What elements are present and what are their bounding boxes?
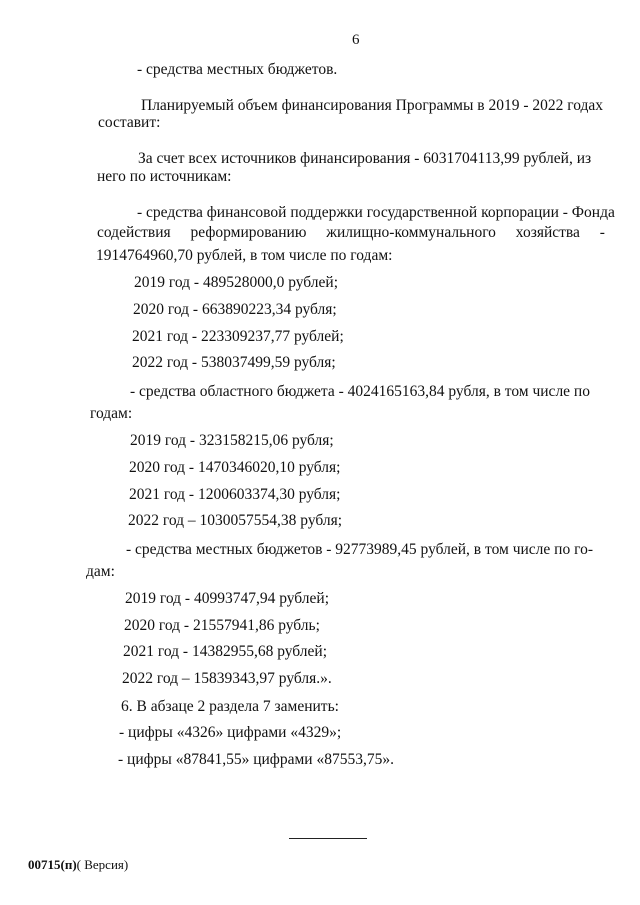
word: реформированию — [190, 224, 307, 241]
footer-divider — [289, 838, 367, 839]
text-line: - средства областного бюджета - 4024165163,84 рубля, в том числе по — [130, 383, 590, 400]
text-line: - средства местных бюджетов. — [137, 61, 338, 78]
text-line: 2021 год - 223309237,77 рублей; — [132, 328, 344, 345]
text-line: - цифры «87841,55» цифрами «87553,75». — [118, 751, 394, 768]
text-line: 2021 год - 1200603374,30 рубля; — [129, 486, 341, 503]
text-line: 2020 год - 21557941,86 рубль; — [124, 617, 320, 634]
text-line: За счет всех источников финансирования - 6031704113,99 рублей, из — [138, 150, 592, 167]
text-line: 6. В абзаце 2 раздела 7 заменить: — [121, 698, 339, 715]
text-line: - средства финансовой поддержки государственной корпорации - Фонда — [137, 204, 615, 221]
text-line: 1914764960,70 рублей, в том числе по годам: — [96, 247, 393, 264]
text-line: 2019 год - 323158215,06 рубля; — [130, 432, 334, 449]
word: жилищно-коммунального — [326, 224, 496, 241]
version-label: ( Версия) — [76, 857, 129, 872]
text-line: 2021 год - 14382955,68 рублей; — [123, 643, 328, 660]
text-line: 2022 год – 1030057554,38 рубля; — [128, 512, 343, 529]
text-line: 2020 год - 1470346020,10 рубля; — [129, 459, 341, 476]
text-line: 2019 год - 40993747,94 рублей; — [125, 590, 330, 607]
page-number: 6 — [352, 32, 360, 48]
footer-version — [28, 857, 128, 873]
text-line: него по источникам: — [97, 168, 232, 185]
document-code: 00715(п) — [28, 857, 77, 872]
text-line: Планируемый объем финансирования Программы в 2019 - 2022 годах — [141, 97, 604, 114]
text-line: - средства местных бюджетов - 92773989,45 рублей, в том числе по го- — [126, 541, 593, 558]
text-line: годам: — [90, 405, 133, 422]
text-line: 2019 год - 489528000,0 рублей; — [134, 274, 339, 291]
text-line: - цифры «4326» цифрами «4329»; — [119, 724, 342, 741]
justified-text-line — [97, 224, 605, 242]
text-line: 2022 год – 15839343,97 рубля.». — [122, 670, 332, 687]
text-line: дам: — [86, 563, 115, 580]
word: содействия — [97, 224, 171, 241]
word: хозяйства — [515, 224, 580, 241]
text-line: 2020 год - 663890223,34 рубля; — [133, 301, 337, 318]
word: - — [599, 224, 605, 241]
text-line: составит: — [98, 114, 161, 131]
text-line: 2022 год - 538037499,59 рубля; — [132, 354, 336, 371]
